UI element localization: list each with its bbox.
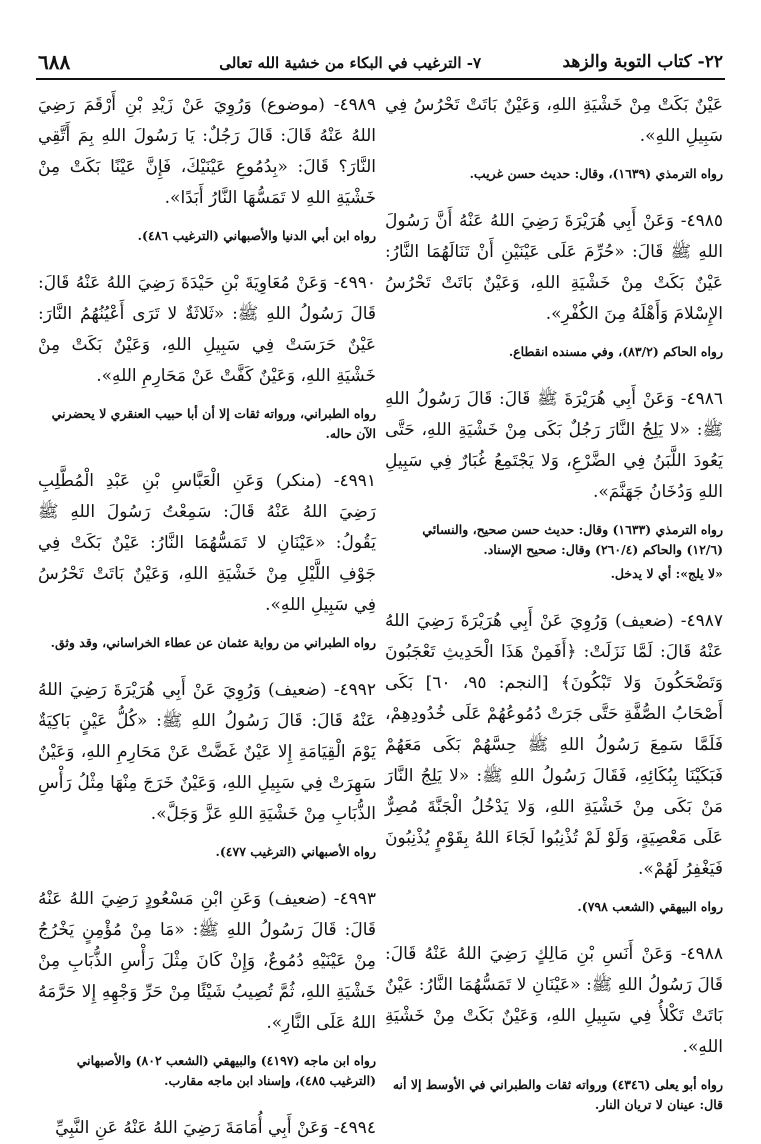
hadith-4994 [38, 1113, 376, 1144]
hadith-text: ٤٩٩٠- وَعَنْ مُعَاوِيَةَ بْنِ حَيْدَةَ رَضِيَ اللهُ عَنْهُ قَالَ: قَالَ رَسُولُ اللهِ ﷺ: «ثَلاثَةٌ لا تَرَى أَعْيُنُهُمُ النَّارَ: عَيْنٌ حَرَسَتْ فِي سَبِيلِ اللهِ، وَعَيْنٌ بَكَتْ مِنْ خَشْيَةِ اللهِ، وَعَيْنٌ كَفَّتْ عَنْ مَحَارِمِ اللهِ». [38, 273, 376, 386]
hadith-4992 [38, 675, 376, 862]
left-column [38, 90, 376, 1144]
hadith-text: ٤٩٨٥- وَعَنْ أَبِي هُرَيْرَةَ رَضِيَ اللهُ عَنْهُ أَنَّ رَسُولَ اللهِ ﷺ قَالَ: «حُرِّمَ عَلَى عَيْنَيْنِ أَنْ تَنَالَهُمَا النَّارُ: عَيْنٌ بَكَتْ مِنْ خَشْيَةِ اللهِ، وَعَيْنٌ بَاتَتْ تَحْرُسُ الإِسْلامَ وَأَهْلَهُ مِنَ الكُفْرِ». [385, 211, 723, 324]
hadith-text: عَيْنٌ بَكَتْ مِنْ خَشْيَةِ اللهِ، وَعَيْنٌ بَاتَتْ تَحْرُسُ فِي سَبِيلِ اللهِ». [385, 95, 723, 146]
hadith-text: ٤٩٩١- (منكر) وَعَنِ الْعَبَّاسِ بْنِ عَبْدِ الْمُطَّلِبِ رَضِيَ اللهُ عَنْهُ قَالَ: سَمِعْتُ رَسُولَ اللهِ ﷺ يَقُولُ: «عَيْنَانِ لا تَمَسُّهُمَا النَّارُ: عَيْنٌ بَكَتْ فِي جَوْفِ اللَّيْلِ مِنْ خَشْيَةِ اللهِ، وَعَيْنٌ بَاتَتْ تَحْرُسُ فِي سَبِيلِ اللهِ». [38, 471, 376, 615]
hadith-source: رواه ابن أبي الدنيا والأصبهاني (الترغيب ٤٨٦). [137, 228, 376, 243]
hadith-source: رواه ابن ماجه (٤١٩٧) والبيهقي (الشعب ٨٠٢) والأصبهاني (الترغيب ٤٨٥)، وإسناد ابن ماجه مقارب. [76, 1053, 376, 1088]
hadith-source: رواه الطبراني من رواية عثمان عن عطاء الخراساني، وقد وثق. [50, 635, 376, 650]
page-header [0, 0, 761, 80]
hadith-text: ٤٩٨٨- وَعَنْ أَنَسِ بْنِ مَالِكٍ رَضِيَ اللهُ عَنْهُ قَالَ: قَالَ رَسُولُ اللهِ ﷺ: «عَيْنَانِ لا تَمَسُّهُمَا النَّارُ: عَيْنٌ بَاتَتْ تَكْلأُ فِي سَبِيلِ اللهِ، وَعَيْنٌ بَكَتْ مِنْ خَشْيَةِ اللهِ». [385, 944, 723, 1057]
hadith-4993 [38, 884, 376, 1091]
hadith-source: رواه أبو يعلى (٤٣٤٦) ورواته ثقات والطبراني في الأوسط إلا أنه قال: عينان لا تريان النار. [392, 1077, 723, 1112]
hadith-4987 [385, 606, 723, 917]
hadith-text: ٤٩٩٢- (ضعيف) وَرُوِيَ عَنْ أَبِي هُرَيْرَةَ رَضِيَ اللهُ عَنْهُ قَالَ: قَالَ رَسُولُ اللهِ ﷺ: «كُلُّ عَيْنٍ بَاكِيَةٌ يَوْمَ الْقِيَامَةِ إِلا عَيْنٌ غَضَّتْ عَنْ مَحَارِمِ اللهِ، وَعَيْنٌ سَهِرَتْ فِي سَبِيلِ اللهِ، وَعَيْنٌ خَرَجَ مِنْهَا مِثْلُ رَأْسِ الذُّبَابِ مِنْ خَشْيَةِ اللهِ عَزَّ وَجَلَّ». [38, 680, 376, 824]
hadith-source: رواه الترمذي (١٦٣٣) وقال: حديث حسن صحيح، والنسائي (١٢/٦) والحاكم (٢٦٠/٤) وقال: صحيح الإسناد. [422, 522, 723, 557]
hadith-4990 [38, 268, 376, 444]
hadith-4988 [385, 939, 723, 1115]
hadith-text: ٤٩٨٦- وَعَنْ أَبِي هُرَيْرَةَ ﷺ قَالَ: قَالَ رَسُولُ اللهِ ﷺ: «لا يَلِجُ النَّارَ رَجُلٌ بَكَى مِنْ خَشْيَةِ اللهِ، حَتَّى يَعُودَ اللَّبَنُ فِي الضَّرْعِ، وَلا يَجْتَمِعُ غُبَارٌ فِي سَبِيلِ اللهِ وَدُخَانُ جَهَنَّمَ». [385, 389, 723, 502]
hadith-4991 [38, 466, 376, 653]
hadith-text: ٤٩٨٧- (ضعيف) وَرُوِيَ عَنْ أَبِي هُرَيْرَةَ رَضِيَ اللهُ عَنْهُ قَالَ: لَمَّا نَزَلَتْ: ﴿أَفَمِنْ هَذَا الْحَدِيثِ تَعْجَبُونَ وَتَضْحَكُونَ وَلا تَبْكُونَ﴾ [النجم: ٩٥، ٦٠] بَكَى أَصْحَابُ الصُّفَّةِ حَتَّى جَرَتْ دُمُوعُهُمْ عَلَى خُدُودِهِمْ، فَلَمَّا سَمِعَ رَسُولُ اللهِ ﷺ حِسَّهُمْ بَكَى مَعَهُمْ فَبَكَيْنَا بِبُكَائِهِ، فَقَالَ رَسُولُ اللهِ ﷺ: «لا يَلِجُ النَّارَ مَنْ بَكَى مِنْ خَشْيَةِ اللهِ، وَلا يَدْخُلُ الْجَنَّةَ مُصِرٌّ عَلَى مَعْصِيَةٍ، وَلَوْ لَمْ تُذْنِبُوا لَجَاءَ اللهُ بِقَوْمٍ يُذْنِبُونَ فَيَغْفِرُ لَهُمْ». [385, 611, 723, 879]
hadith-note: «لا يلج»: أي لا يدخل. [610, 566, 723, 581]
hadith-4989 [38, 90, 376, 246]
hadith-4986 [385, 384, 723, 584]
hadith-source: رواه الطبراني، ورواته ثقات إلا أن أبا حبيب العنقري لا يحضرني الآن حاله. [51, 406, 376, 441]
header-divider [36, 78, 725, 80]
hadith-text: ٤٩٩٤- وَعَنْ أَبِي أُمَامَةَ رَضِيَ اللهُ عَنْهُ عَنِ النَّبِيِّ [55, 1118, 376, 1138]
hadith-4985 [385, 206, 723, 362]
hadith-text: ٤٩٨٩- (موضوع) وَرُوِيَ عَنْ زَيْدِ بْنِ أَرْقَمَ رَضِيَ اللهُ عَنْهُ قَالَ: قَالَ رَجُلٌ: يَا رَسُولَ اللهِ بِمَ أَتَّقِي النَّارَ؟ قَالَ: «بِدُمُوعِ عَيْنَيْكَ، فَإِنَّ عَيْنًا بَكَتْ مِنْ خَشْيَةِ اللهِ لا تَمَسُّهَا النَّارُ أَبَدًا». [38, 95, 376, 208]
hadith-source: رواه الحاكم (٨٣/٢)، وفي مسنده انقطاع. [508, 344, 723, 359]
hadith-source: رواه الأصبهاني (الترغيب ٤٧٧). [215, 844, 376, 859]
chapter-title: ٢٢- كتاب التوبة والزهد [562, 52, 723, 72]
hadith-text: ٤٩٩٣- (ضعيف) وَعَنِ ابْنِ مَسْعُودٍ رَضِيَ اللهُ عَنْهُ قَالَ: قَالَ رَسُولُ اللهِ ﷺ: «مَا مِنْ مُؤْمِنٍ يَخْرُجُ مِنْ عَيْنَيْهِ دُمُوعٌ، وَإِنْ كَانَ مِثْلَ رَأْسِ الذُّبَابِ مِنْ خَشْيَةِ اللهِ، ثُمَّ تُصِيبُ شَيْئًا مِنْ حَرِّ وَجْهِهِ إِلا حَرَّمَهُ اللهُ عَلَى النَّارِ». [38, 889, 376, 1033]
right-column [385, 90, 723, 1137]
hadith-source: رواه الترمذي (١٦٣٩)، وقال: حديث حسن غريب. [469, 166, 723, 181]
section-title: ٧- الترغيب في البكاء من خشية الله تعالى [219, 54, 481, 72]
hadith-4984-end [385, 90, 723, 184]
page-number: ٦٨٨ [38, 50, 71, 74]
hadith-source: رواه البيهقي (الشعب ٧٩٨). [577, 899, 723, 914]
